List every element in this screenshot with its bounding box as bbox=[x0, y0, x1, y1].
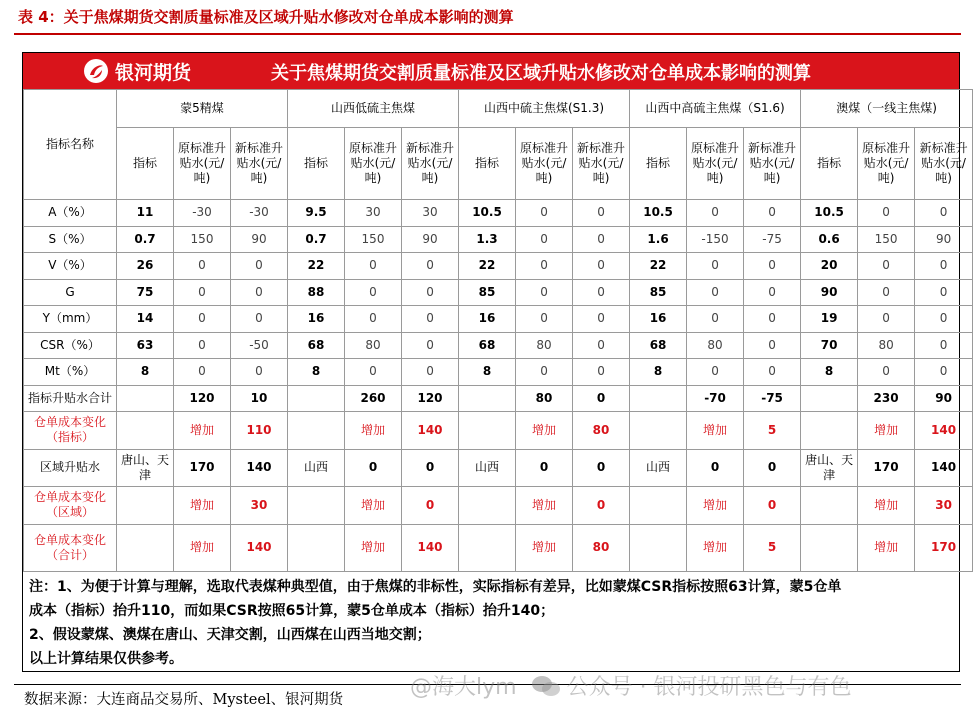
table-cell: 10.5 bbox=[801, 200, 858, 227]
group-header: 山西中硫主焦煤(S1.3) bbox=[459, 90, 630, 128]
table-cell: 0 bbox=[402, 486, 459, 524]
table-cell: 增加 bbox=[858, 411, 915, 449]
table-cell: 0 bbox=[231, 253, 288, 280]
table-cell: 170 bbox=[915, 524, 973, 571]
table-cell: 9.5 bbox=[288, 200, 345, 227]
cost-region-row bbox=[24, 486, 973, 524]
table-cell: 0 bbox=[687, 253, 744, 280]
table-cell: 0 bbox=[573, 279, 630, 306]
table-row bbox=[24, 226, 973, 253]
table-cell: 0 bbox=[345, 359, 402, 386]
table-cell: 8 bbox=[117, 359, 174, 386]
sub-header: 原标准升贴水(元/吨) bbox=[858, 128, 915, 200]
weibo-watermark: @海大lym bbox=[410, 675, 517, 700]
sub-header-row bbox=[24, 128, 973, 200]
table-cell: 80 bbox=[516, 332, 573, 359]
table-cell: 0 bbox=[174, 279, 231, 306]
table-cell: 8 bbox=[459, 359, 516, 386]
region-row bbox=[24, 449, 973, 486]
table-cell: 0 bbox=[915, 332, 973, 359]
table-cell: 山西 bbox=[288, 449, 345, 486]
table-cell: 260 bbox=[345, 385, 402, 411]
table-cell bbox=[459, 486, 516, 524]
row-label: S（%） bbox=[24, 226, 117, 253]
caption-divider bbox=[14, 33, 961, 35]
table-cell: 0 bbox=[573, 332, 630, 359]
table-cell: 0 bbox=[744, 449, 801, 486]
table-cell: 0 bbox=[516, 279, 573, 306]
row-label: G bbox=[24, 279, 117, 306]
table-cell: 0.6 bbox=[801, 226, 858, 253]
table-cell: 0 bbox=[744, 253, 801, 280]
table-cell bbox=[801, 385, 858, 411]
table-cell: 70 bbox=[801, 332, 858, 359]
sub-header: 新标准升贴水(元/吨) bbox=[231, 128, 288, 200]
table-cell: 增加 bbox=[174, 524, 231, 571]
table-cell: 0 bbox=[345, 306, 402, 333]
table-cell: 22 bbox=[459, 253, 516, 280]
table-cell: -50 bbox=[231, 332, 288, 359]
row-label: 区域升贴水 bbox=[24, 449, 117, 486]
note-line: 以上计算结果仅供参考。 bbox=[29, 651, 183, 667]
table-cell: 唐山、天津 bbox=[801, 449, 858, 486]
table-cell: 0 bbox=[573, 200, 630, 227]
table-cell: 20 bbox=[801, 253, 858, 280]
table-cell: 0 bbox=[687, 200, 744, 227]
table-cell: 0 bbox=[915, 279, 973, 306]
table-cell: 80 bbox=[573, 411, 630, 449]
table-cell: 0 bbox=[915, 253, 973, 280]
table-cell: 30 bbox=[231, 486, 288, 524]
sub-header: 指标 bbox=[801, 128, 858, 200]
table-cell: 0 bbox=[915, 306, 973, 333]
table-cell: 150 bbox=[174, 226, 231, 253]
galaxy-logo-icon bbox=[83, 58, 109, 84]
table-cell: 增加 bbox=[345, 524, 402, 571]
table-cell bbox=[117, 524, 174, 571]
table-cell bbox=[630, 486, 687, 524]
table-cell bbox=[117, 385, 174, 411]
table-cell bbox=[459, 411, 516, 449]
table-cell: -70 bbox=[687, 385, 744, 411]
group-header: 山西中高硫主焦煤（S1.6) bbox=[630, 90, 801, 128]
table-cell bbox=[459, 385, 516, 411]
table-cell: 0 bbox=[345, 253, 402, 280]
table-cell: 5 bbox=[744, 411, 801, 449]
table-cell: 增加 bbox=[516, 486, 573, 524]
group-header: 蒙5精煤 bbox=[117, 90, 288, 128]
table-cell: 120 bbox=[174, 385, 231, 411]
table-cell: 增加 bbox=[345, 486, 402, 524]
table-cell: 80 bbox=[858, 332, 915, 359]
table-cell: 0 bbox=[744, 359, 801, 386]
table-cell: 0 bbox=[915, 200, 973, 227]
table-cell: 0.7 bbox=[117, 226, 174, 253]
table-cell: 增加 bbox=[858, 524, 915, 571]
table-cell: 16 bbox=[288, 306, 345, 333]
row-label: 仓单成本变化（指标） bbox=[24, 411, 117, 449]
group-header: 山西低硫主焦煤 bbox=[288, 90, 459, 128]
table-cell: 0 bbox=[402, 449, 459, 486]
table-caption: 表 4：关于焦煤期货交割质量标准及区域升贴水修改对仓单成本影响的测算 bbox=[18, 8, 514, 26]
table-cell: 0 bbox=[516, 226, 573, 253]
row-label: V（%） bbox=[24, 253, 117, 280]
table-cell bbox=[801, 411, 858, 449]
sub-header: 原标准升贴水(元/吨) bbox=[345, 128, 402, 200]
table-cell: 0 bbox=[516, 200, 573, 227]
table-cell: -150 bbox=[687, 226, 744, 253]
table-cell: 增加 bbox=[174, 486, 231, 524]
table-cell: 0 bbox=[915, 359, 973, 386]
table-frame bbox=[22, 52, 968, 672]
table-cell: 0 bbox=[858, 253, 915, 280]
table-cell: 120 bbox=[402, 385, 459, 411]
table-cell bbox=[630, 385, 687, 411]
table-cell bbox=[630, 524, 687, 571]
table-cell: -75 bbox=[744, 385, 801, 411]
table-cell: 0 bbox=[402, 279, 459, 306]
table-cell: 0 bbox=[174, 332, 231, 359]
table-cell: 140 bbox=[402, 524, 459, 571]
wechat-watermark: 公众号 · 银河投研黑色与有色 bbox=[566, 675, 852, 700]
sub-header: 新标准升贴水(元/吨) bbox=[915, 128, 973, 200]
table-cell: -30 bbox=[174, 200, 231, 227]
group-header-row bbox=[24, 90, 973, 128]
table-cell: 88 bbox=[288, 279, 345, 306]
table-row bbox=[24, 253, 973, 280]
table-cell: 0 bbox=[573, 486, 630, 524]
company-logo bbox=[83, 57, 191, 85]
table-cell: 8 bbox=[801, 359, 858, 386]
table-cell: 增加 bbox=[516, 524, 573, 571]
table-cell: 0 bbox=[744, 279, 801, 306]
table-cell: 16 bbox=[459, 306, 516, 333]
table-cell: 0 bbox=[858, 200, 915, 227]
table-cell: 8 bbox=[630, 359, 687, 386]
sub-header: 原标准升贴水(元/吨) bbox=[687, 128, 744, 200]
watermark bbox=[410, 670, 852, 701]
table-cell: 0 bbox=[402, 359, 459, 386]
table-cell: 90 bbox=[231, 226, 288, 253]
table-cell bbox=[801, 486, 858, 524]
table-cell bbox=[288, 486, 345, 524]
data-table bbox=[23, 89, 973, 572]
table-cell: 170 bbox=[174, 449, 231, 486]
table-cell: 30 bbox=[345, 200, 402, 227]
sub-header: 原标准升贴水(元/吨) bbox=[516, 128, 573, 200]
table-cell: 0 bbox=[402, 253, 459, 280]
table-cell: 170 bbox=[858, 449, 915, 486]
table-cell: 30 bbox=[402, 200, 459, 227]
table-cell: 68 bbox=[459, 332, 516, 359]
table-cell: 0 bbox=[174, 359, 231, 386]
row-label: 仓单成本变化（合计） bbox=[24, 524, 117, 571]
sub-header: 新标准升贴水(元/吨) bbox=[573, 128, 630, 200]
table-row bbox=[24, 359, 973, 386]
table-cell: 0 bbox=[516, 306, 573, 333]
sub-header: 指标 bbox=[630, 128, 687, 200]
table-cell: 0 bbox=[858, 279, 915, 306]
table-cell: 0 bbox=[174, 253, 231, 280]
table-cell: 80 bbox=[687, 332, 744, 359]
table-cell: 0 bbox=[516, 359, 573, 386]
table-cell: 22 bbox=[288, 253, 345, 280]
table-cell: 0 bbox=[231, 359, 288, 386]
table-cell bbox=[117, 411, 174, 449]
sub-header: 指标 bbox=[117, 128, 174, 200]
table-row bbox=[24, 306, 973, 333]
table-cell: 0 bbox=[744, 306, 801, 333]
note-line: 成本（指标）抬升110，而如果CSR按照65计算，蒙5仓单成本（指标）抬升140； bbox=[29, 603, 555, 619]
data-source: 数据来源：大连商品交易所、Mysteel、银河期货 bbox=[24, 692, 344, 708]
table-cell: 山西 bbox=[459, 449, 516, 486]
table-cell: 5 bbox=[744, 524, 801, 571]
table-cell: 1.3 bbox=[459, 226, 516, 253]
table-cell: 150 bbox=[345, 226, 402, 253]
table-cell: 90 bbox=[402, 226, 459, 253]
table-row bbox=[24, 279, 973, 306]
table-cell: -30 bbox=[231, 200, 288, 227]
table-cell: 85 bbox=[630, 279, 687, 306]
table-cell: 140 bbox=[231, 449, 288, 486]
table-cell: 10.5 bbox=[630, 200, 687, 227]
table-cell: 140 bbox=[915, 411, 973, 449]
table-cell: 0 bbox=[345, 449, 402, 486]
table-banner bbox=[23, 53, 959, 89]
table-cell: 0 bbox=[858, 306, 915, 333]
table-cell bbox=[630, 411, 687, 449]
indicator-name-header: 指标名称 bbox=[24, 90, 117, 200]
table-cell bbox=[801, 524, 858, 571]
table-cell: 80 bbox=[516, 385, 573, 411]
table-cell: 0 bbox=[516, 253, 573, 280]
table-cell: 90 bbox=[801, 279, 858, 306]
table-cell: 10.5 bbox=[459, 200, 516, 227]
table-cell: 0.7 bbox=[288, 226, 345, 253]
sub-header: 指标 bbox=[288, 128, 345, 200]
table-cell: 90 bbox=[915, 226, 973, 253]
logo-text: 银河期货 bbox=[115, 61, 192, 84]
table-cell: 16 bbox=[630, 306, 687, 333]
table-cell bbox=[459, 524, 516, 571]
table-cell: 14 bbox=[117, 306, 174, 333]
cost-total-row bbox=[24, 524, 973, 571]
table-cell: 0 bbox=[402, 306, 459, 333]
table-cell: 140 bbox=[915, 449, 973, 486]
table-cell: 110 bbox=[231, 411, 288, 449]
table-cell: 山西 bbox=[630, 449, 687, 486]
table-cell: 85 bbox=[459, 279, 516, 306]
sub-header: 新标准升贴水(元/吨) bbox=[402, 128, 459, 200]
table-cell: 150 bbox=[858, 226, 915, 253]
table-cell bbox=[288, 411, 345, 449]
note-line: 2、假设蒙煤、澳煤在唐山、天津交割，山西煤在山西当地交割； bbox=[29, 627, 431, 643]
table-cell: 0 bbox=[744, 486, 801, 524]
table-cell: 90 bbox=[915, 385, 973, 411]
table-cell bbox=[117, 486, 174, 524]
table-cell: 增加 bbox=[687, 411, 744, 449]
row-label: A（%） bbox=[24, 200, 117, 227]
table-cell: 0 bbox=[402, 332, 459, 359]
table-cell: 增加 bbox=[516, 411, 573, 449]
table-cell: 0 bbox=[687, 279, 744, 306]
row-label: CSR（%） bbox=[24, 332, 117, 359]
sum-row bbox=[24, 385, 973, 411]
table-cell: 0 bbox=[174, 306, 231, 333]
table-cell: 0 bbox=[744, 200, 801, 227]
table-cell: 230 bbox=[858, 385, 915, 411]
group-header: 澳煤（一线主焦煤) bbox=[801, 90, 973, 128]
table-cell: 75 bbox=[117, 279, 174, 306]
table-row bbox=[24, 332, 973, 359]
table-row bbox=[24, 200, 973, 227]
table-cell: 增加 bbox=[687, 486, 744, 524]
sub-header: 指标 bbox=[459, 128, 516, 200]
sub-header: 原标准升贴水(元/吨) bbox=[174, 128, 231, 200]
table-cell: 0 bbox=[231, 279, 288, 306]
sub-header: 新标准升贴水(元/吨) bbox=[744, 128, 801, 200]
table-cell: 0 bbox=[231, 306, 288, 333]
table-cell: 0 bbox=[573, 253, 630, 280]
table-cell: 0 bbox=[573, 226, 630, 253]
table-cell: 唐山、天津 bbox=[117, 449, 174, 486]
table-cell: 80 bbox=[345, 332, 402, 359]
table-cell: 0 bbox=[687, 359, 744, 386]
banner-title: 关于焦煤期货交割质量标准及区域升贴水修改对仓单成本影响的测算 bbox=[271, 63, 811, 84]
table-cell bbox=[288, 524, 345, 571]
table-cell: 0 bbox=[687, 449, 744, 486]
notes bbox=[23, 571, 959, 671]
table-cell: 68 bbox=[288, 332, 345, 359]
table-cell: 0 bbox=[516, 449, 573, 486]
table-cell: 1.6 bbox=[630, 226, 687, 253]
table-cell: 30 bbox=[915, 486, 973, 524]
row-label: 指标升贴水合计 bbox=[24, 385, 117, 411]
table-cell: 0 bbox=[573, 359, 630, 386]
table-cell: 增加 bbox=[345, 411, 402, 449]
table-cell: 0 bbox=[744, 332, 801, 359]
table-cell: 0 bbox=[687, 306, 744, 333]
table-cell bbox=[288, 385, 345, 411]
table-cell: 增加 bbox=[858, 486, 915, 524]
row-label: 仓单成本变化（区域） bbox=[24, 486, 117, 524]
table-cell: 140 bbox=[231, 524, 288, 571]
row-label: Y（mm） bbox=[24, 306, 117, 333]
table-cell: 0 bbox=[573, 385, 630, 411]
table-cell: 8 bbox=[288, 359, 345, 386]
table-cell: 0 bbox=[345, 279, 402, 306]
table-cell: 68 bbox=[630, 332, 687, 359]
table-cell: 140 bbox=[402, 411, 459, 449]
table-cell: 11 bbox=[117, 200, 174, 227]
wechat-icon bbox=[531, 674, 561, 698]
cost-index-row bbox=[24, 411, 973, 449]
table-cell: 0 bbox=[573, 449, 630, 486]
table-cell: 63 bbox=[117, 332, 174, 359]
table-cell: 增加 bbox=[687, 524, 744, 571]
table-cell: 0 bbox=[858, 359, 915, 386]
table-cell: 19 bbox=[801, 306, 858, 333]
table-cell: 增加 bbox=[174, 411, 231, 449]
table-cell: 10 bbox=[231, 385, 288, 411]
table-cell: 80 bbox=[573, 524, 630, 571]
table-cell: 22 bbox=[630, 253, 687, 280]
table-cell: 0 bbox=[573, 306, 630, 333]
table-cell: 26 bbox=[117, 253, 174, 280]
table-cell: -75 bbox=[744, 226, 801, 253]
note-line: 注：1、为便于计算与理解，选取代表煤种典型值，由于焦煤的非标性，实际指标有差异，比如蒙煤CSR指标按照63计算，蒙5仓单 bbox=[29, 579, 842, 595]
row-label: Mt（%） bbox=[24, 359, 117, 386]
